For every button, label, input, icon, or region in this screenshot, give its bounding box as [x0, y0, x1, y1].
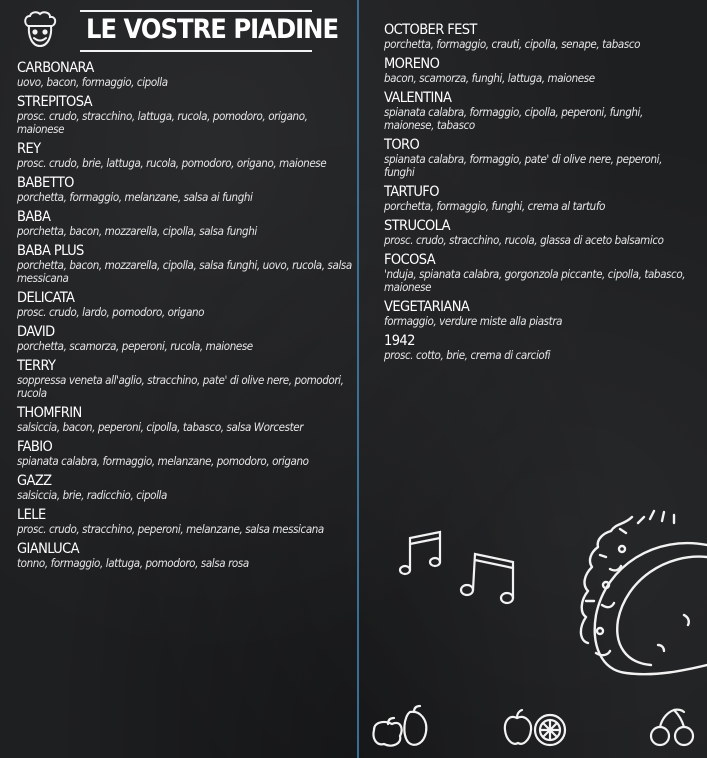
menu-item-name: GIANLUCA — [17, 541, 79, 557]
menu-item-ingredients: prosc. crudo, stracchino, lattuga, rucola, pomodoro, origano, maionese — [17, 109, 308, 136]
menu-item-ingredients: bacon, scamorza, funghi, lattuga, maionese — [384, 71, 595, 85]
column-divider — [357, 0, 359, 758]
menu-item-name: BABA PLUS — [17, 243, 84, 259]
menu-item — [17, 141, 357, 170]
menu-item-name: TERRY — [17, 358, 56, 374]
menu-item — [384, 56, 694, 85]
menu-item — [17, 209, 357, 238]
menu-item-name: TORO — [384, 137, 420, 153]
menu-item-name: THOMFRIN — [17, 405, 82, 421]
menu-item — [17, 324, 357, 353]
menu-item-name: VALENTINA — [384, 90, 452, 106]
menu-item — [384, 184, 694, 213]
menu-item-name: STRUCOLA — [384, 218, 450, 234]
menu-item-name: VEGETARIANA — [384, 299, 470, 315]
menu-item — [384, 333, 694, 362]
menu-item-ingredients: porchetta, bacon, mozzarella, cipolla, salsa funghi — [17, 224, 257, 238]
menu-item-ingredients: spianata calabra, formaggio, pate' di olive nere, peperoni, funghi — [384, 152, 663, 179]
menu-item-ingredients: tonno, formaggio, lattuga, pomodoro, salsa rosa — [17, 556, 249, 570]
menu-item-ingredients: uovo, bacon, formaggio, cipolla — [17, 75, 168, 89]
menu-item-name: GAZZ — [17, 473, 52, 489]
menu-item — [17, 541, 357, 570]
menu-item — [384, 218, 694, 247]
menu-item-ingredients: 'nduja, spianata calabra, gorgonzola piccante, cipolla, tabasco, maionese — [384, 267, 686, 294]
menu-item — [17, 243, 357, 285]
menu-item-ingredients: spianata calabra, formaggio, melanzane, pomodoro, origano — [17, 454, 309, 468]
menu-item-ingredients: salsiccia, brie, radicchio, cipolla — [17, 488, 167, 502]
menu-item-ingredients: prosc. crudo, brie, lattuga, rucola, pomodoro, origano, maionese — [17, 156, 327, 170]
music-notes-icon — [395, 528, 535, 608]
menu-item — [17, 358, 357, 400]
menu-item — [384, 252, 694, 294]
menu-item-ingredients: salsiccia, bacon, peperoni, cipolla, tabasco, salsa Worcester — [17, 420, 304, 434]
menu-item-name: REY — [17, 141, 41, 157]
menu-item — [384, 90, 694, 132]
menu-item — [17, 290, 357, 319]
menu-item-name: DAVID — [17, 324, 55, 340]
menu-item — [384, 22, 694, 51]
menu-item — [17, 60, 357, 89]
menu-item — [17, 94, 357, 136]
menu-item — [17, 439, 357, 468]
title-underline — [80, 50, 312, 52]
menu-item-ingredients: prosc. crudo, stracchino, peperoni, melanzane, salsa messicana — [17, 522, 324, 536]
menu-header — [20, 6, 339, 52]
apple-lemon-icon — [503, 708, 567, 748]
menu-item-name: FOCOSA — [384, 252, 436, 268]
page-title: LE VOSTRE PIADINE — [86, 14, 339, 45]
menu-item-ingredients: prosc. cotto, brie, crema di carciofi — [384, 348, 551, 362]
menu-item-name: STREPITOSA — [17, 94, 92, 110]
taco-icon — [566, 505, 707, 690]
left-menu-list — [17, 60, 357, 575]
menu-item-name: CARBONARA — [17, 60, 94, 76]
menu-item-ingredients: spianata calabra, formaggio, cipolla, peperoni, funghi, maionese, tabasco — [384, 105, 643, 132]
menu-item-ingredients: soppressa veneta all'aglio, stracchino, pate' di olive nere, pomodori, rucola — [17, 373, 344, 400]
menu-item-name: 1942 — [384, 333, 415, 349]
chef-face-icon — [20, 10, 60, 50]
menu-item-name: OCTOBER FEST — [384, 22, 477, 38]
menu-item-ingredients: formaggio, verdure miste alla piastra — [384, 314, 563, 328]
menu-item-ingredients: porchetta, scamorza, peperoni, rucola, maionese — [17, 339, 253, 353]
menu-item-name: BABETTO — [17, 175, 74, 191]
menu-item — [17, 507, 357, 536]
menu-item-ingredients: porchetta, formaggio, crauti, cipolla, senape, tabasco — [384, 37, 641, 51]
menu-item-name: LELE — [17, 507, 46, 523]
menu-item-name: DELICATA — [17, 290, 75, 306]
title-top-line — [80, 10, 312, 12]
menu-item — [17, 405, 357, 434]
menu-item-ingredients: porchetta, formaggio, funghi, crema al tartufo — [384, 199, 605, 213]
menu-item-name: FABIO — [17, 439, 53, 455]
right-menu-list — [384, 22, 694, 367]
menu-item-ingredients: porchetta, formaggio, melanzane, salsa ai funghi — [17, 190, 253, 204]
menu-item-ingredients: prosc. crudo, lardo, pomodoro, origano — [17, 305, 205, 319]
menu-item-ingredients: prosc. crudo, stracchino, rucola, glassa di aceto balsamico — [384, 233, 664, 247]
pepper-icon — [370, 704, 430, 750]
menu-item-ingredients: porchetta, bacon, mozzarella, cipolla, salsa funghi, uovo, rucola, salsa messicana — [17, 258, 352, 285]
menu-item — [17, 473, 357, 502]
menu-item-name: MORENO — [384, 56, 440, 72]
menu-item-name: BABA — [17, 209, 51, 225]
cherries-icon — [648, 708, 698, 748]
menu-item — [384, 137, 694, 179]
menu-item-name: TARTUFO — [384, 184, 439, 200]
menu-item — [384, 299, 694, 328]
menu-item — [17, 175, 357, 204]
